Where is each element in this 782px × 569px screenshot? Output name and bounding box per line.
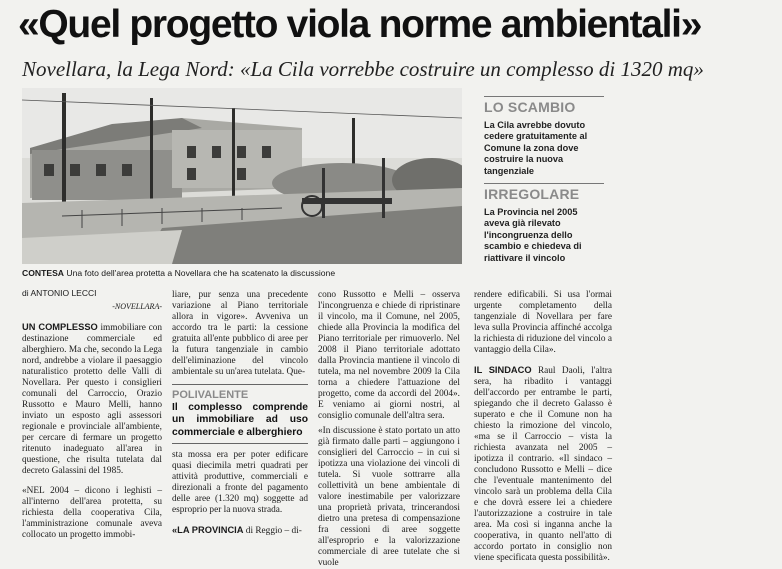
lead-caps: UN COMPLESSO xyxy=(22,322,98,332)
paragraph: «NEL 2004 – dicono i leghisti – all'interno dell'area protetta, su richiesta della cooperativa Cila, l'amministrazione comunale aveva collocato un progetto immobi- xyxy=(22,486,162,540)
sidebar-title-scambio: LO SCAMBIO xyxy=(484,99,576,115)
caption-text: Una foto dell'area protetta a Novellara che ha scatenato la discussione xyxy=(66,268,336,278)
dateline: -NOVELLARA- xyxy=(112,302,162,311)
byline: di ANTONIO LECCI xyxy=(22,288,97,298)
sidebar-title-irregolare: IRREGOLARE xyxy=(484,186,580,203)
paragraph: liare, pur senza una precedente variazione al Piano territoriale allora in vigore». Avveniva un accordo tra le parti: la cessione gratuita all'ente pubblico di aree per la futura tangenziale in cambio dell'eliminazione del vincolo ambientale su un'area tutelata. Que- xyxy=(172,290,308,377)
caption-label: CONTESA xyxy=(22,268,65,278)
article-column-1 xyxy=(22,322,162,541)
sidebar-rule xyxy=(484,183,604,184)
paragraph: rendere edificabili. Si usa l'ormai urgente completamento della tangenziale di Novellara per fare leva sulla Provincia affinché accolga la richiesta di riduzione del vincolo a vantaggio della Cila». xyxy=(474,290,612,355)
sidebar-text-scambio: La Cila avrebbe dovuto cedere gratuitamente al Comune la zona dove costruire la nuova tangenziale xyxy=(484,120,588,176)
paragraph: «In discussione è stato portato un atto già firmato dalle parti – aggiungono i consiglieri del Carroccio – in cui si ipotizza una violazione dei vincoli di tutela. Si vuole sottrarre alla collettività un bene ambientale di valore inestimabile per valorizzare una proprietà privata, trincerandosi dietro una pretesa di compensazione fra cessioni di aree soggette all'esproprio e la valorizzazione commerciale di aree tutelate che si vuole xyxy=(318,426,460,568)
subheadline: Novellara, la Lega Nord: «La Cila vorrebbe costruire un complesso di 1320 mq» xyxy=(22,57,704,81)
photo-caption xyxy=(22,268,472,279)
paragraph: sta mossa era per poter edificare quasi diecimila metri quadrati per attività produttive, commerciali e direzionali a fronte del pagamento delle aree (1.320 mq) soggette ad esproprio per la nuova strada. xyxy=(172,449,308,515)
paragraph: cono Russotto e Melli – osserva l'incongruenza e chiede di ripristinare il vincolo, ma il Comune, nel 2005, chiede alla Provincia la modifica del Piano territoriale per rimuoverlo. Nel 2008 il Piano territoriale adottato dalla Provincia mantiene il vincolo di tutela, ma nel novembre 2009 la Cila torna a chiedere l'attuazione del progetto, come da accordi del 2004». E veniamo ai giorni nostri, al consiglio comunale dell'altra sera. xyxy=(318,290,460,421)
headline: «Quel progetto viola norme ambientali» xyxy=(18,3,702,46)
box-rule xyxy=(172,384,308,385)
paragraph: UN COMPLESSO immobiliare con destinazione commerciale ed alberghiero. Ma che, secondo la Lega nord, andrebbe a violare il paesaggio naturalistico protetto delle Valli di Novellara. Per questo i consiglieri comunali del Carroccio, Orazio Russotto e Mauro Melli, hanno inviato un esposto agli assessori regionale e provinciale all'ambiente, per cercare di fermare un progetto ritenuto inadeguato all'area in questione, che risulta tutelata dal decreto Galassini del 1985. xyxy=(22,322,162,476)
box-rule xyxy=(172,443,308,444)
sidebar-rule xyxy=(484,96,604,97)
article-column-4 xyxy=(474,290,612,564)
article-column-3 xyxy=(318,290,460,569)
paragraph: «LA PROVINCIA di Reggio – di- xyxy=(172,524,302,536)
box-text: Il complesso comprende un immobiliare ad uso commerciale e alberghiero xyxy=(172,402,308,438)
farmhouse-photo xyxy=(22,88,462,264)
sidebar-box xyxy=(476,92,604,264)
sidebar-text-irregolare: La Provincia nel 2005 aveva già rilevato l'incongruenza dello scambio e chiedeva di riattivare il vincolo xyxy=(484,207,582,263)
paragraph: IL SINDACO Raul Daoli, l'altra sera, ha ribadito i vantaggi dell'accordo per entrambe le parti, spiegando che il decreto Galasso è superato e che il Comune non ha chiesto la rimozione del vincolo, «ma se il Carroccio – vista la richiesta avanzata nel 2005 – ipotizza il contrario. «Il sindaco – concludono Russotto e Melli – dice che l'eventuale mantenimento del vincolo sarà un problema della Cila e che dovrà essere lei a chiedere l'autorizzazione a costruire in tale area. Ma così si inganna anche la cooperativa, in quanto nell'atto di accordo portato in consiglio non viene specificata questa possibilità». xyxy=(474,365,612,563)
article-column-2 xyxy=(172,290,308,537)
article-photo xyxy=(22,88,462,264)
box-title: POLIVALENTE xyxy=(172,389,249,401)
